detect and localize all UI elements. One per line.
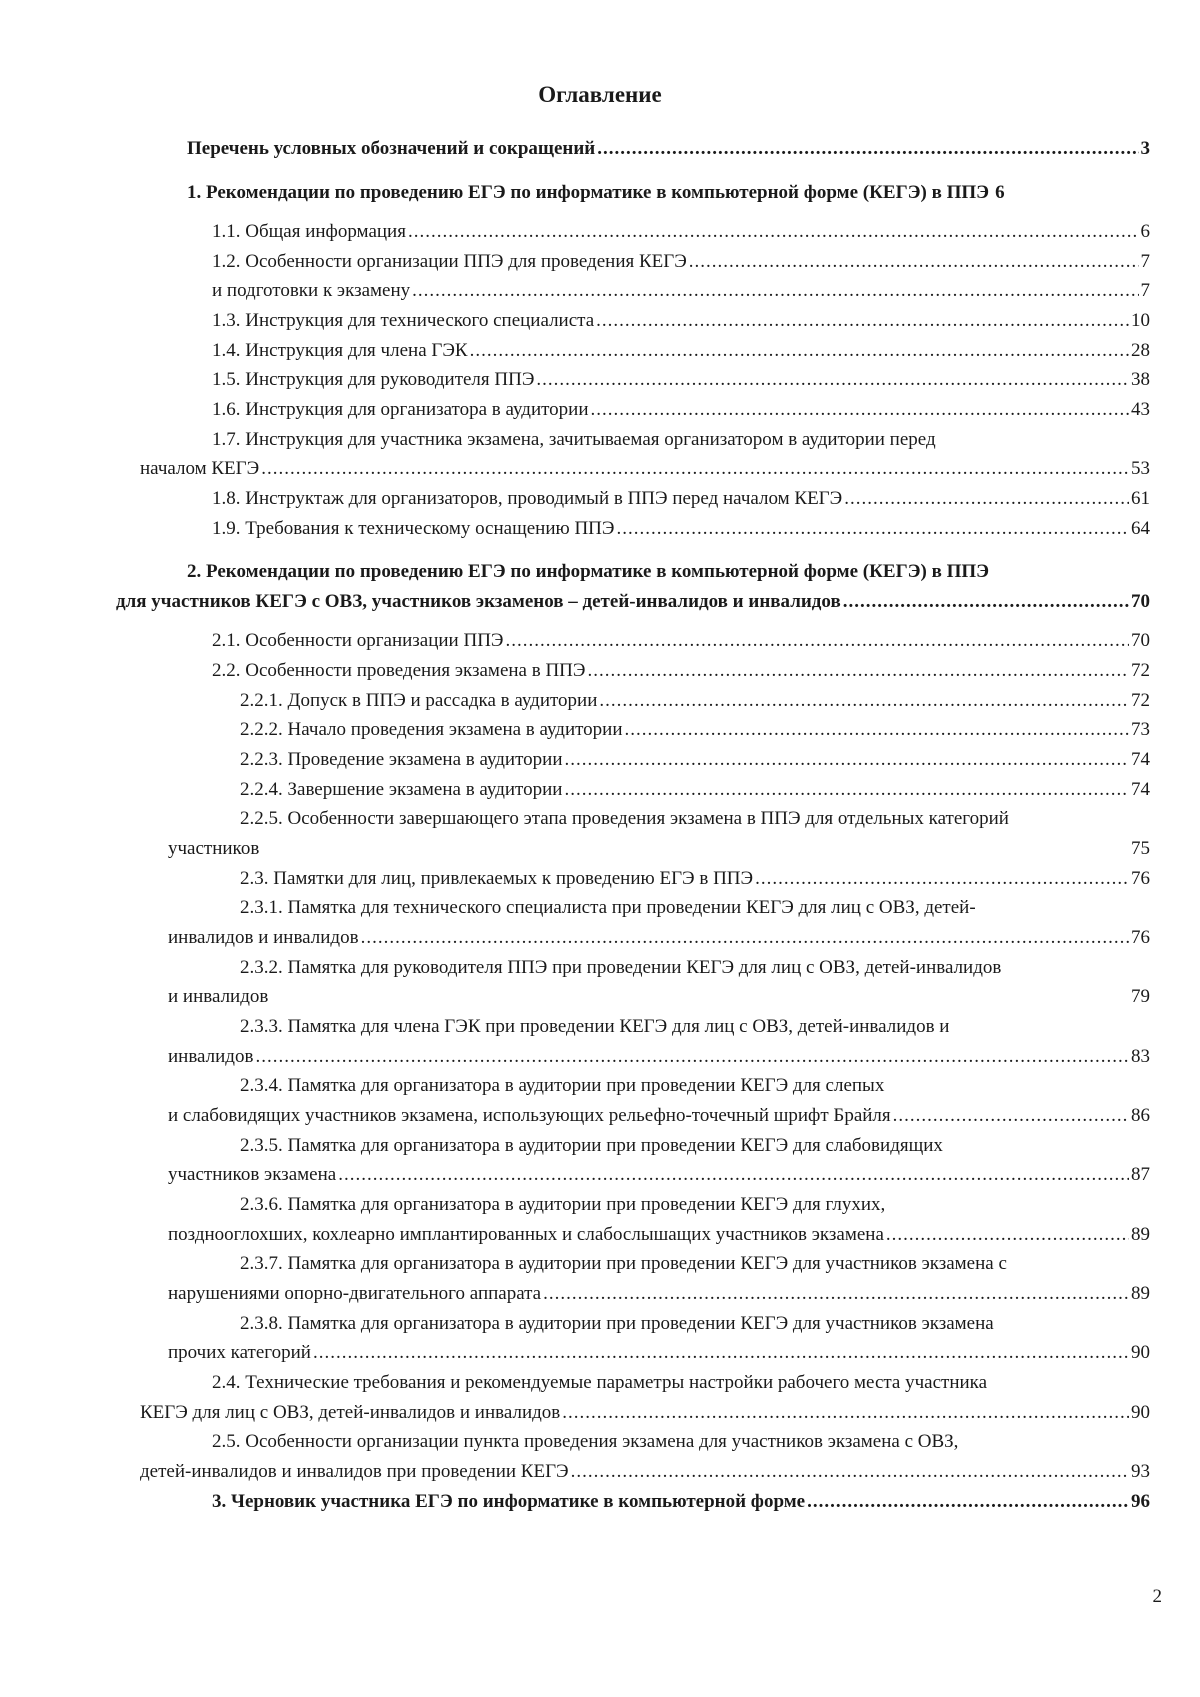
toc-leader-dots bbox=[844, 486, 1129, 512]
toc-entry-first-line[interactable] bbox=[240, 1192, 1150, 1218]
toc-entry-page: 74 bbox=[1131, 749, 1150, 770]
toc-leader-dots bbox=[625, 717, 1129, 743]
toc-entry-title-continued: позднооглохших, кохлеарно имплантированных и слабослышащих участников экзамена bbox=[168, 1224, 884, 1245]
toc-entry-first-line[interactable] bbox=[212, 1370, 1150, 1396]
toc-entry-title-continued: детей-инвалидов и инвалидов при проведении КЕГЭ bbox=[140, 1461, 569, 1482]
toc-entry-title: Перечень условных обозначений и сокращений bbox=[187, 138, 596, 159]
toc-entry-page: 79 bbox=[1131, 986, 1150, 1007]
toc-leader-dots bbox=[470, 338, 1129, 364]
toc-leader-dots bbox=[562, 1400, 1129, 1426]
toc-entry-page: 89 bbox=[1131, 1283, 1150, 1304]
toc-entry-continuation[interactable] bbox=[140, 1459, 1150, 1485]
toc-leader-dots bbox=[564, 777, 1129, 803]
toc-entry[interactable] bbox=[212, 628, 1150, 654]
toc-entry-title: 2.3.2. Памятка для руководителя ППЭ при проведении КЕГЭ для лиц с ОВЗ, детей-инвалидов bbox=[240, 957, 1002, 978]
toc-leader-dots bbox=[338, 1162, 1129, 1188]
toc-entry-page: 76 bbox=[1131, 927, 1150, 948]
toc-entry-title-continued: и инвалидов bbox=[168, 986, 269, 1007]
toc-entry[interactable] bbox=[187, 136, 1150, 162]
toc-entry-continuation[interactable] bbox=[168, 925, 1150, 951]
toc-entry-title: 2.2.3. Проведение экзамена в аудитории bbox=[240, 749, 563, 770]
toc-entry-first-line[interactable] bbox=[212, 427, 1150, 453]
toc-leader-dots bbox=[596, 308, 1129, 334]
toc-leader-dots bbox=[597, 136, 1138, 162]
toc-entry-continuation[interactable] bbox=[168, 1044, 1150, 1070]
toc-entry-title-continued: участников экзамена bbox=[168, 1164, 337, 1185]
page-number: 2 bbox=[1152, 1586, 1162, 1607]
toc-leader-dots bbox=[807, 1489, 1129, 1515]
toc-entry-title-continued: КЕГЭ для лиц с ОВЗ, детей-инвалидов и инвалидов bbox=[140, 1402, 561, 1423]
toc-leader-dots bbox=[564, 747, 1129, 773]
toc-entry-continuation[interactable] bbox=[168, 1340, 1150, 1366]
toc-leader-dots bbox=[543, 1281, 1129, 1307]
toc-entry-page: 6 bbox=[1140, 221, 1150, 242]
toc-leader-dots bbox=[412, 278, 1138, 304]
toc-entry-title: 1.6. Инструкция для организатора в аудитории bbox=[212, 399, 589, 420]
toc-entry[interactable] bbox=[212, 249, 1150, 275]
toc-entry-title: 2. Рекомендации по проведению ЕГЭ по информатике в компьютерной форме (КЕГЭ) в ППЭ bbox=[187, 561, 990, 582]
toc-entry-first-line[interactable] bbox=[240, 1311, 1150, 1337]
toc-entry-continuation[interactable] bbox=[168, 1281, 1150, 1307]
toc-entry-first-line[interactable] bbox=[187, 559, 1150, 585]
toc-entry-continuation[interactable] bbox=[140, 456, 1150, 482]
toc-entry-page: 75 bbox=[1131, 838, 1150, 859]
toc-leader-dots bbox=[755, 866, 1129, 892]
toc-entry-page: 43 bbox=[1131, 399, 1150, 420]
toc-entry-page: 72 bbox=[1131, 660, 1150, 681]
toc-entry-title: 1.8. Инструктаж для организаторов, проводимый в ППЭ перед началом КЕГЭ bbox=[212, 488, 843, 509]
toc-entry-page: 76 bbox=[1131, 868, 1150, 889]
toc-entry-page: 28 bbox=[1131, 340, 1150, 361]
toc-entry-page: 89 bbox=[1131, 1224, 1150, 1245]
toc-entry-page: 72 bbox=[1131, 690, 1150, 711]
toc-entry-first-line[interactable] bbox=[212, 1429, 1150, 1455]
toc-entry-title: 2.2.1. Допуск в ППЭ и рассадка в аудитории bbox=[240, 690, 598, 711]
toc-entry-page: 53 bbox=[1131, 458, 1150, 479]
toc-leader-dots bbox=[408, 219, 1139, 245]
toc-entry-page: 38 bbox=[1131, 369, 1150, 390]
toc-leader-dots bbox=[599, 688, 1129, 714]
toc-entry[interactable] bbox=[240, 866, 1150, 892]
toc-leader-dots bbox=[255, 1044, 1129, 1070]
toc-entry-page: 93 bbox=[1131, 1461, 1150, 1482]
toc-entry-continuation[interactable] bbox=[168, 1222, 1150, 1248]
toc-entry[interactable] bbox=[212, 338, 1150, 364]
toc-entry[interactable] bbox=[187, 180, 1150, 206]
toc-entry[interactable] bbox=[212, 1489, 1150, 1515]
toc-entry-page: 70 bbox=[1131, 630, 1150, 651]
toc-entry-title: 2.3.6. Памятка для организатора в аудитории при проведении КЕГЭ для глухих, bbox=[240, 1194, 886, 1215]
toc-entry-continuation[interactable] bbox=[168, 1103, 1150, 1129]
toc-entry-title: 3. Черновик участника ЕГЭ по информатике в компьютерной форме bbox=[212, 1491, 806, 1512]
toc-entry-page: 70 bbox=[1131, 591, 1150, 612]
toc-entry-title: 2.3.4. Памятка для организатора в аудитории при проведении КЕГЭ для слепых bbox=[240, 1075, 885, 1096]
toc-entry-page: 74 bbox=[1131, 779, 1150, 800]
toc-entry-page: 7 bbox=[1140, 251, 1150, 272]
toc-entry-title: 2.5. Особенности организации пункта проведения экзамена для участников экзамена с ОВЗ, bbox=[212, 1431, 959, 1452]
toc-entry[interactable] bbox=[240, 747, 1150, 773]
toc-entry-page: 73 bbox=[1131, 719, 1150, 740]
toc-leader-dots bbox=[689, 249, 1139, 275]
toc-entry-page: 90 bbox=[1131, 1402, 1150, 1423]
toc-entry-title-continued: инвалидов bbox=[168, 1046, 254, 1067]
toc-leader-dots bbox=[616, 516, 1129, 542]
toc-entry-title: 2.1. Особенности организации ППЭ bbox=[212, 630, 504, 651]
toc-entry-title-continued: нарушениями опорно-двигательного аппарата bbox=[168, 1283, 542, 1304]
toc-entry-title: 2.3.3. Памятка для члена ГЭК при проведении КЕГЭ для лиц с ОВЗ, детей-инвалидов и bbox=[240, 1016, 950, 1037]
toc-entry-title: 1.2. Особенности организации ППЭ для проведения КЕГЭ bbox=[212, 251, 687, 272]
toc-entry-title: 1.9. Требования к техническому оснащению ППЭ bbox=[212, 518, 615, 539]
toc-entry-title: 2.2.2. Начало проведения экзамена в аудитории bbox=[240, 719, 623, 740]
toc-entry-continuation[interactable] bbox=[168, 984, 1150, 1010]
toc-entry-title: 1.1. Общая информация bbox=[212, 221, 406, 242]
toc-entry-title: 1.3. Инструкция для технического специалиста bbox=[212, 310, 595, 331]
toc-entry-first-line[interactable] bbox=[240, 1073, 1150, 1099]
toc-entry[interactable] bbox=[212, 367, 1150, 393]
toc-entry-page: 96 bbox=[1131, 1491, 1150, 1512]
toc-leader-dots bbox=[886, 1222, 1129, 1248]
toc-entry-title: и подготовки к экзамену bbox=[212, 280, 411, 301]
toc-entry-first-line[interactable] bbox=[240, 1014, 1150, 1040]
toc-entry-title: 1.5. Инструкция для руководителя ППЭ bbox=[212, 369, 535, 390]
toc-entry-title-continued: участников bbox=[168, 838, 260, 859]
toc-leader-dots bbox=[361, 925, 1129, 951]
toc-entry[interactable] bbox=[212, 308, 1150, 334]
toc-entry-continuation[interactable] bbox=[140, 1400, 1150, 1426]
page-title: Оглавление bbox=[538, 82, 662, 107]
toc-entry-title: 2.3.7. Памятка для организатора в аудитории при проведении КЕГЭ для участников экзамена с bbox=[240, 1253, 1007, 1274]
toc-entry-title: 2.2.4. Завершение экзамена в аудитории bbox=[240, 779, 563, 800]
toc-entry-continuation[interactable] bbox=[168, 1162, 1150, 1188]
toc-entry-first-line[interactable] bbox=[240, 895, 1150, 921]
toc-entry[interactable] bbox=[212, 278, 1150, 304]
toc-leader-dots bbox=[587, 658, 1129, 684]
toc-entry-page: 61 bbox=[1131, 488, 1150, 509]
toc-leader-dots bbox=[843, 589, 1129, 615]
toc-entry[interactable] bbox=[212, 516, 1150, 542]
toc-entry-title: 2.2.5. Особенности завершающего этапа проведения экзамена в ППЭ для отдельных категорий bbox=[240, 808, 1009, 829]
toc-entry-continuation[interactable] bbox=[168, 836, 1150, 862]
toc-entry-title-continued: для участников КЕГЭ с ОВЗ, участников экзаменов – детей-инвалидов и инвалидов bbox=[116, 591, 841, 612]
toc-entry-first-line[interactable] bbox=[240, 955, 1150, 981]
toc-entry[interactable] bbox=[212, 658, 1150, 684]
toc-entry[interactable] bbox=[240, 688, 1150, 714]
toc-entry-title: 2.3. Памятки для лиц, привлекаемых к проведению ЕГЭ в ППЭ bbox=[240, 868, 754, 889]
toc-entry-page: 7 bbox=[1140, 280, 1150, 301]
toc-entry-page: 3 bbox=[1140, 138, 1150, 159]
toc-entry-title: 2.4. Технические требования и рекомендуемые параметры настройки рабочего места участника bbox=[212, 1372, 988, 1393]
toc-entry-page: 6 bbox=[995, 182, 1005, 203]
toc-entry-page: 87 bbox=[1131, 1164, 1150, 1185]
toc-entry-title-continued: прочих категорий bbox=[168, 1342, 311, 1363]
toc-entry[interactable] bbox=[212, 219, 1150, 245]
toc-leader-dots bbox=[591, 397, 1129, 423]
toc-entry-title: 2.3.1. Памятка для технического специалиста при проведении КЕГЭ для лиц с ОВЗ, детей- bbox=[240, 897, 976, 918]
toc-leader-dots bbox=[893, 1103, 1129, 1129]
toc-entry-title: 2.3.8. Памятка для организатора в аудитории при проведении КЕГЭ для участников экзамена bbox=[240, 1313, 994, 1334]
toc-entry-title: 2.2. Особенности проведения экзамена в ППЭ bbox=[212, 660, 586, 681]
toc-entry-title: 1. Рекомендации по проведению ЕГЭ по информатике в компьютерной форме (КЕГЭ) в ППЭ bbox=[187, 182, 990, 203]
toc-entry-page: 90 bbox=[1131, 1342, 1150, 1363]
toc-entry-title: 1.7. Инструкция для участника экзамена, зачитываемая организатором в аудитории перед bbox=[212, 429, 936, 450]
toc-entry[interactable] bbox=[212, 486, 1150, 512]
toc-entry-page: 10 bbox=[1131, 310, 1150, 331]
toc-entry[interactable] bbox=[212, 397, 1150, 423]
toc-entry-first-line[interactable] bbox=[240, 1251, 1150, 1277]
toc-leader-dots bbox=[571, 1459, 1129, 1485]
toc-entry[interactable] bbox=[240, 777, 1150, 803]
toc-entry-page: 86 bbox=[1131, 1105, 1150, 1126]
toc-entry-title-continued: инвалидов и инвалидов bbox=[168, 927, 359, 948]
toc-entry-first-line[interactable] bbox=[240, 1133, 1150, 1159]
toc-leader-dots bbox=[261, 456, 1129, 482]
toc-entry-title: 2.3.5. Памятка для организатора в аудитории при проведении КЕГЭ для слабовидящих bbox=[240, 1135, 943, 1156]
toc-leader-dots bbox=[536, 367, 1129, 393]
toc-entry-title: 1.4. Инструкция для члена ГЭК bbox=[212, 340, 468, 361]
toc-leader-dots bbox=[313, 1340, 1129, 1366]
toc-entry-title-continued: и слабовидящих участников экзамена, использующих рельефно-точечный шрифт Брайля bbox=[168, 1105, 891, 1126]
toc-entry[interactable] bbox=[240, 717, 1150, 743]
toc-entry-first-line[interactable] bbox=[240, 806, 1150, 832]
toc-entry-page: 64 bbox=[1131, 518, 1150, 539]
toc-entry-page: 83 bbox=[1131, 1046, 1150, 1067]
toc-entry-continuation[interactable] bbox=[116, 589, 1150, 615]
toc-entry-title-continued: началом КЕГЭ bbox=[140, 458, 260, 479]
toc-leader-dots bbox=[505, 628, 1129, 654]
